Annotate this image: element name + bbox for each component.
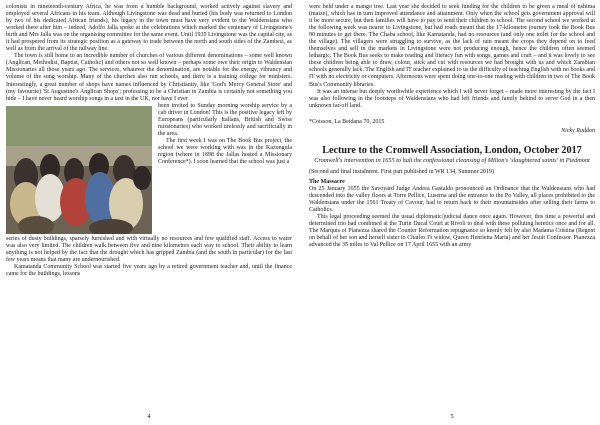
left-wrap-paragraph-1: been invited to Sunday morning worship service by a cab driver in London! This is the positive legacy left by Europeans (particularly Italians, British and Swiss missionaries) who worked tirelessly and sacrificially in the area. bbox=[158, 102, 292, 137]
children-photo bbox=[6, 106, 152, 234]
right-page bbox=[309, 4, 595, 422]
photo-illustration bbox=[6, 106, 152, 234]
left-paragraph-2: The town is still home to an incredible number of churches of various different denominations – some well known (Anglican, Methodist, Baptist, Catholic) and others not so well known – perhaps some owe their origin to Waldensian Missionaries all those years ago. The services, whatever the denomination, are notable for the energy, vibrancy and volume of the sung worship. Many of the churches also run schools, and there is a training college for ministers. Interestingly, a great number of shops have names influenced by Christianity, like 'God's Mercy General Store' and (my favourite) 'St Augustine's Anglican Shops'; professing to be a Christian in Zambia is certainly not something you hide – I have never heard worship songs in a taxi in the UK, nor have I ever bbox=[6, 53, 292, 102]
footnote: *Coisson, La Beidana 70, 2015 bbox=[309, 118, 385, 125]
section-heading: The Massacre bbox=[309, 179, 345, 186]
article-headline: Lecture to the Cromwell Association, London, October 2017 bbox=[322, 144, 582, 156]
left-page-number: 4 bbox=[147, 412, 151, 420]
right-page-number: 5 bbox=[450, 412, 454, 420]
article-subheadline: Cromwell's intervention in 1655 to halt the confessional cleansing of Milton's 'slaughtered saints' in Piedmont bbox=[314, 156, 590, 164]
author-signature: Nicky Raddon bbox=[561, 127, 595, 134]
left-paragraph-1: colonists in nineteenth-century Africa, he was from a humble background, worked actively against slavery and employed several Africans in his team. Although Livingstone was dead and buried (his body was returned to London by two of his dedicated African friends), his legacy in the town must have very evident to the Waldensians who worked there after him – indeed, Adolfo Jalla spoke at the celebrations which marked the centenary of Livingstone's birth and Mrs Jalla was on the organising committee for the same event. Until 1935 Livingstone was the capital city, as it had prospered from its strategic position as a gateway to trade between the north and south sides of the Zambesi, as well as from the arrival of the railway line. bbox=[6, 4, 292, 53]
right-paragraph-1: were held under a mango tree. Last year she decided to seek funding for the children to be given a meal of nshima (maize), which has in turn improved attendance and attainment. Only when the school gets government approval will it be more secure, but then families will have to pay to send their children to school. The second school we worked at the following week was nearer to Livingstone, but had roads meant that the 17-kilometre journey took the Book Bus 90 minutes to get there. The Chaba school, like Kamatanda, had no resources (and only one toilet for the school and the village). The villagers were struggling to survive, as the lack of rain meant the crops they depend on to feed themselves and sell in the markets in Livingstone were not producing enough, hence the children often seemed lethargic. The Book Bus seeks to make reading and literacy fun with songs, games and craft – and it was lovely to see these children being able to draw, colour, stick and cut with resources we had brought with us and which Zambian schools generally lack. The English and IT teacher explained to us the difficulty of teaching English with no books and IT with no electricity or computers. Afternoons were spent doing one-to-one reading with children in two of The Book Bus's Community libraries. bbox=[309, 4, 595, 88]
left-paragraph-3: series of dusty buildings, sparsely furnished and with virtually no resources and few qualified staff. Access to water was also very limited. The children walk between five and nine kilometres each way to school. Their ability to learn anything is not helped by the fact that the drought which has gripped Zambia (and the south in particular) for the last few years means that many are undernourished. bbox=[6, 235, 292, 263]
right-paragraph-3: On 25 January 1655 the Savoyard Judge Andrea Gastaldo pronounced an Ordinance that the Waldensians who had descended into the valley floors at Torre Pellice, Luserna and the entrance to the Po Valley, all places prohibited to the Waldensians under the 1561 Treaty of Cavour, had to return back to their mountainsides after selling their farms to Catholics. bbox=[309, 186, 595, 214]
left-page bbox=[6, 4, 292, 422]
left-paragraph-4: Kamatanda Community School was started five years ago by a retired government teacher and, until the finance came for the buildings, lessons bbox=[6, 263, 292, 277]
instalment-note: (Second and final instalment. First part published in WR 134, Summer 2019) bbox=[309, 169, 494, 175]
right-paragraph-4: This legal proceeding seemed the usual diplomatic/judicial dance once again. However, this time a powerful and determined trio had combined at the Turin Ducal Court at Rivoli to deal with these polluting heretics once and for all. The Marquis of Pianezza shared the Counter Reformation repugnance so keenly felt by also Madama Cristina (Regent on behalf of her son and herself sister to Charles I's widow, Queen Henrietta Maria) and her Jesuit Confessor. Pianezza advanced the 35 miles to Val Pellice on 17 April 1655 with an army bbox=[309, 214, 595, 249]
left-wrap-paragraph-2: The first week I was on The Book Bus project, the school we were working with was in the Kazungula region (where in 1898 the Jallas hosted a Missionary Conference*). I soon learned that the school was just a bbox=[158, 137, 292, 166]
right-paragraph-2: It was an intense but deeply worthwhile experience which I will never forget – made more interesting by the fact I was also following in the footsteps of Waldensians who had left friends and family behind to serve God in a then unknown far-off land. bbox=[309, 88, 595, 109]
